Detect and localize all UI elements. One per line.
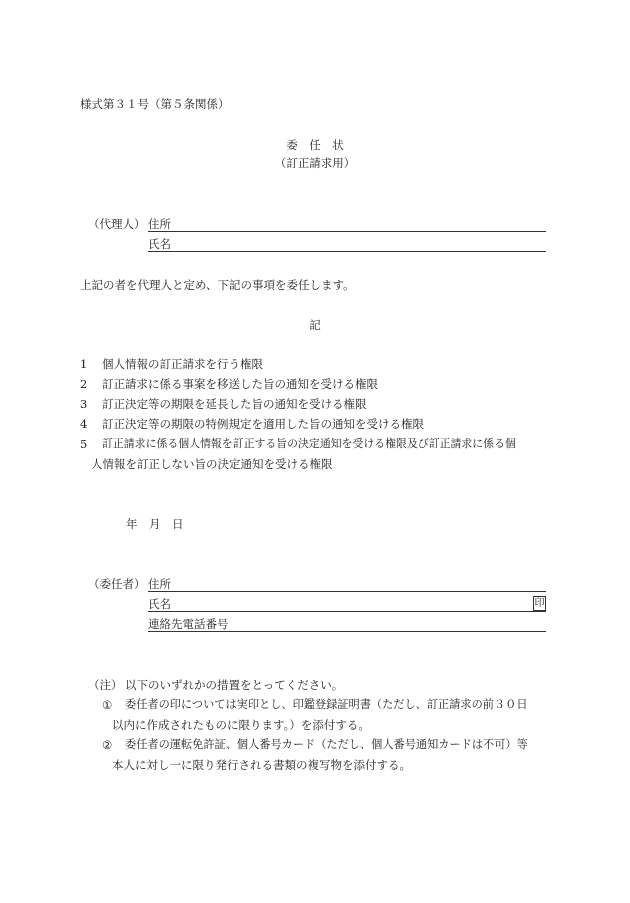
principal-phone-line[interactable]	[148, 631, 546, 632]
notes-label: （注）	[88, 678, 123, 692]
document-subtitle: （訂正請求用）	[274, 156, 356, 170]
ki-heading: 記	[309, 318, 321, 332]
note1-line1: 委任者の印については実印とし、印鑑登録証明書（ただし、訂正請求の前３０日	[125, 698, 528, 711]
agent-address-line[interactable]	[148, 231, 546, 232]
principal-name-line[interactable]	[148, 611, 546, 612]
form-number: 様式第３１号（第５条関係）	[80, 97, 230, 111]
item-number: 4	[80, 417, 88, 431]
intro-text: 上記の者を代理人と定め、下記の事項を委任します。	[80, 278, 355, 292]
document-title: 委 任 状	[286, 138, 344, 152]
agent-address-label: 住所	[148, 217, 171, 231]
note2-mark: ②	[102, 738, 113, 752]
principal-address-label: 住所	[148, 577, 171, 591]
item-number: 2	[80, 377, 88, 391]
item-text: 訂正請求に係る事案を移送した旨の通知を受ける権限	[102, 377, 378, 391]
agent-name-label: 氏名	[148, 237, 171, 251]
item-text: 訂正決定等の期限の特例規定を適用した旨の通知を受ける権限	[102, 417, 424, 431]
item-number: 5	[80, 437, 88, 451]
agent-name-line[interactable]	[148, 251, 546, 252]
item-text: 個人情報の訂正請求を行う権限	[102, 357, 263, 371]
seal-box: 印	[534, 598, 545, 609]
item-text-continued: 人情報を訂正しない旨の決定通知を受ける権限	[91, 457, 333, 471]
note1-mark: ①	[102, 698, 113, 712]
principal-label: （委任者）	[88, 577, 146, 591]
principal-address-line[interactable]	[148, 591, 546, 592]
note2-line1: 委任者の運転免許証、個人番号カード（ただし、個人番号通知カードは不可）等	[125, 738, 528, 751]
item-text: 訂正決定等の期限を延長した旨の通知を受ける権限	[102, 397, 367, 411]
note1-line2: 以内に作成されたものに限ります。）を添付する。	[112, 718, 370, 732]
note2-line2: 本人に対し一に限り発行される書類の複写物を添付する。	[112, 758, 411, 772]
agent-label: （代理人）	[88, 217, 146, 231]
principal-phone-label: 連絡先電話番号	[148, 617, 229, 631]
notes-heading: 以下のいずれかの措置をとってください。	[125, 678, 344, 692]
date-line: 年 月 日	[126, 517, 184, 531]
item-number: 1	[80, 357, 88, 371]
item-text: 訂正請求に係る個人情報を訂正する旨の決定通知を受ける権限及び訂正請求に係る個	[102, 437, 516, 450]
item-number: 3	[80, 397, 88, 411]
principal-name-label: 氏名	[148, 597, 171, 611]
